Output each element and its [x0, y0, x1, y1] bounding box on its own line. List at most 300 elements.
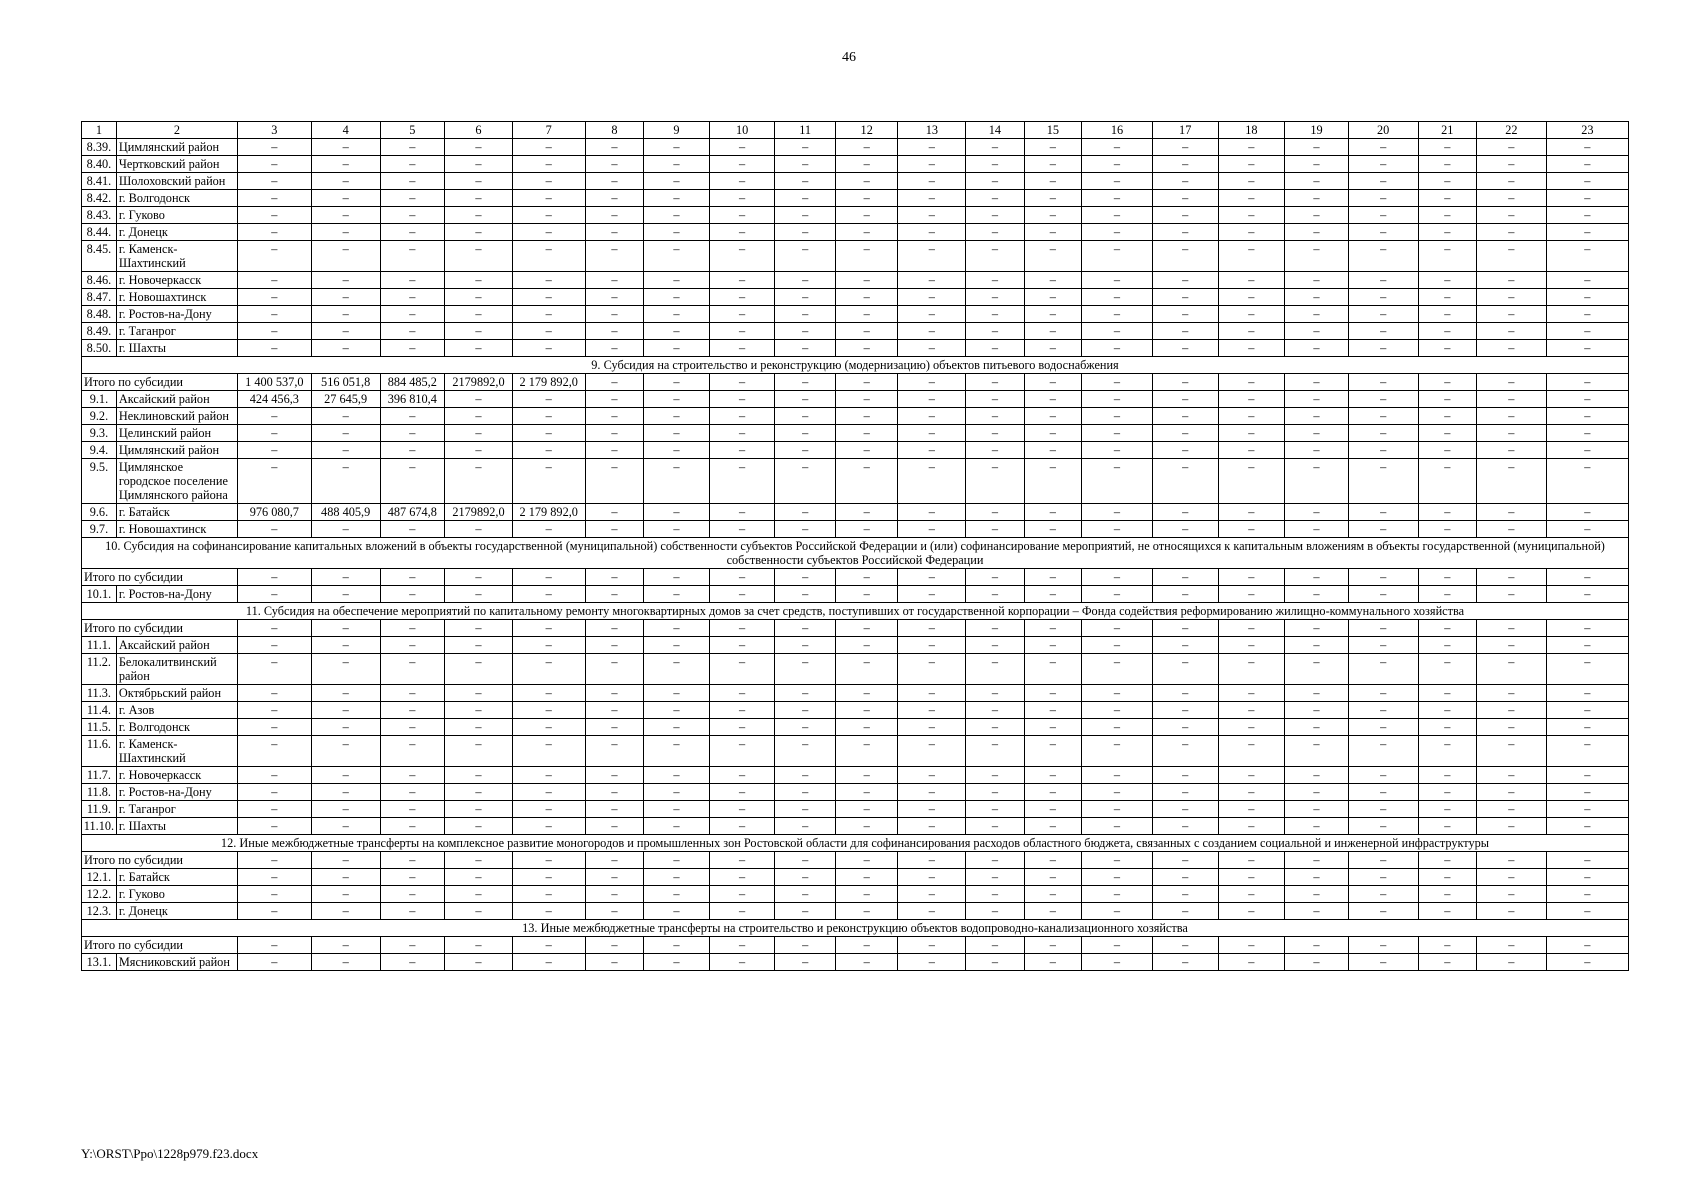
- table-body: [82, 122, 1629, 971]
- municipality-name: г. Шахты: [116, 818, 237, 835]
- empty-dash: –: [585, 801, 643, 818]
- section-title: 10. Субсидия на софинансирование капитальных вложений в объекты государственной (муниципальной) собственности субъектов Российской Федерации и (или) софинансирование мероприятий, не относящихся к капитальным вложениям в объекты государственной (муниципальной) собственности субъектов Российской Федерации: [82, 538, 1629, 569]
- empty-dash: –: [1546, 852, 1628, 869]
- column-number-18: 18: [1218, 122, 1285, 139]
- empty-dash: –: [775, 784, 836, 801]
- empty-dash: –: [1477, 818, 1547, 835]
- empty-dash: –: [585, 637, 643, 654]
- empty-dash: –: [966, 504, 1024, 521]
- empty-dash: –: [1546, 954, 1628, 971]
- empty-dash: –: [898, 408, 966, 425]
- row-index: 11.1.: [82, 637, 117, 654]
- empty-dash: –: [1418, 521, 1476, 538]
- empty-dash: –: [1024, 886, 1081, 903]
- empty-dash: –: [966, 521, 1024, 538]
- empty-dash: –: [1477, 442, 1547, 459]
- empty-dash: –: [835, 521, 898, 538]
- empty-dash: –: [709, 442, 775, 459]
- empty-dash: –: [1477, 139, 1547, 156]
- empty-dash: –: [512, 736, 585, 767]
- empty-dash: –: [898, 374, 966, 391]
- section-title: 13. Иные межбюджетные трансферты на строительство и реконструкцию объектов водопроводно-канализационного хозяйства: [82, 920, 1629, 937]
- empty-dash: –: [1218, 391, 1285, 408]
- empty-dash: –: [1477, 323, 1547, 340]
- empty-dash: –: [966, 408, 1024, 425]
- empty-dash: –: [512, 340, 585, 357]
- empty-dash: –: [1546, 521, 1628, 538]
- municipality-name: г. Волгодонск: [116, 190, 237, 207]
- empty-dash: –: [1285, 374, 1349, 391]
- empty-dash: –: [585, 818, 643, 835]
- empty-dash: –: [237, 272, 311, 289]
- table-row: [82, 504, 1629, 521]
- empty-dash: –: [237, 459, 311, 504]
- empty-dash: –: [966, 241, 1024, 272]
- row-index: 8.50.: [82, 340, 117, 357]
- empty-dash: –: [644, 241, 710, 272]
- column-number-4: 4: [311, 122, 380, 139]
- empty-dash: –: [1152, 289, 1218, 306]
- municipality-name: г. Каменск-Шахтинский: [116, 736, 237, 767]
- empty-dash: –: [1024, 719, 1081, 736]
- municipality-name: г. Таганрог: [116, 801, 237, 818]
- empty-dash: –: [1218, 173, 1285, 190]
- section-title: 9. Субсидия на строительство и реконструкцию (модернизацию) объектов питьевого водоснабжения: [82, 357, 1629, 374]
- empty-dash: –: [1477, 306, 1547, 323]
- empty-dash: –: [644, 569, 710, 586]
- empty-dash: –: [1152, 459, 1218, 504]
- empty-dash: –: [585, 937, 643, 954]
- empty-dash: –: [644, 207, 710, 224]
- section-heading-row: [82, 538, 1629, 569]
- empty-dash: –: [644, 504, 710, 521]
- empty-dash: –: [512, 425, 585, 442]
- empty-dash: –: [1418, 736, 1476, 767]
- row-index: 8.41.: [82, 173, 117, 190]
- empty-dash: –: [775, 903, 836, 920]
- empty-dash: –: [445, 869, 513, 886]
- empty-dash: –: [1418, 323, 1476, 340]
- empty-dash: –: [775, 272, 836, 289]
- municipality-name: Цимлянское городское поселение Цимлянского района: [116, 459, 237, 504]
- empty-dash: –: [1218, 459, 1285, 504]
- empty-dash: –: [709, 408, 775, 425]
- empty-dash: –: [512, 637, 585, 654]
- empty-dash: –: [835, 224, 898, 241]
- empty-dash: –: [709, 954, 775, 971]
- empty-dash: –: [835, 272, 898, 289]
- row-index: 11.3.: [82, 685, 117, 702]
- empty-dash: –: [709, 903, 775, 920]
- empty-dash: –: [311, 340, 380, 357]
- empty-dash: –: [585, 736, 643, 767]
- empty-dash: –: [237, 620, 311, 637]
- empty-dash: –: [1082, 459, 1153, 504]
- empty-dash: –: [1024, 685, 1081, 702]
- empty-dash: –: [644, 224, 710, 241]
- empty-dash: –: [1348, 818, 1418, 835]
- column-number-21: 21: [1418, 122, 1476, 139]
- empty-dash: –: [775, 241, 836, 272]
- empty-dash: –: [966, 569, 1024, 586]
- empty-dash: –: [1082, 954, 1153, 971]
- empty-dash: –: [311, 736, 380, 767]
- empty-dash: –: [512, 954, 585, 971]
- empty-dash: –: [775, 637, 836, 654]
- empty-dash: –: [380, 139, 445, 156]
- empty-dash: –: [644, 903, 710, 920]
- empty-dash: –: [311, 224, 380, 241]
- empty-dash: –: [1477, 459, 1547, 504]
- empty-dash: –: [709, 521, 775, 538]
- empty-dash: –: [1418, 173, 1476, 190]
- empty-dash: –: [1477, 654, 1547, 685]
- empty-dash: –: [1285, 736, 1349, 767]
- empty-dash: –: [1024, 340, 1081, 357]
- empty-dash: –: [445, 408, 513, 425]
- empty-dash: –: [1418, 637, 1476, 654]
- empty-dash: –: [1152, 374, 1218, 391]
- empty-dash: –: [775, 954, 836, 971]
- empty-dash: –: [237, 569, 311, 586]
- empty-dash: –: [512, 207, 585, 224]
- empty-dash: –: [585, 504, 643, 521]
- empty-dash: –: [966, 886, 1024, 903]
- empty-dash: –: [585, 374, 643, 391]
- empty-dash: –: [1418, 586, 1476, 603]
- empty-dash: –: [775, 459, 836, 504]
- empty-dash: –: [1082, 391, 1153, 408]
- empty-dash: –: [1082, 719, 1153, 736]
- empty-dash: –: [1348, 139, 1418, 156]
- municipality-name: Аксайский район: [116, 391, 237, 408]
- empty-dash: –: [1477, 736, 1547, 767]
- municipality-name: г. Новошахтинск: [116, 289, 237, 306]
- empty-dash: –: [1218, 408, 1285, 425]
- empty-dash: –: [512, 702, 585, 719]
- municipality-name: г. Таганрог: [116, 323, 237, 340]
- empty-dash: –: [898, 340, 966, 357]
- empty-dash: –: [709, 241, 775, 272]
- empty-dash: –: [585, 207, 643, 224]
- empty-dash: –: [311, 139, 380, 156]
- empty-dash: –: [1418, 289, 1476, 306]
- empty-dash: –: [1218, 323, 1285, 340]
- empty-dash: –: [380, 340, 445, 357]
- empty-dash: –: [1218, 207, 1285, 224]
- empty-dash: –: [709, 767, 775, 784]
- empty-dash: –: [1546, 241, 1628, 272]
- column-number-11: 11: [775, 122, 836, 139]
- total-label: Итого по субсидии: [82, 620, 238, 637]
- empty-dash: –: [1152, 323, 1218, 340]
- empty-dash: –: [1418, 139, 1476, 156]
- empty-dash: –: [237, 767, 311, 784]
- empty-dash: –: [898, 391, 966, 408]
- empty-dash: –: [1082, 869, 1153, 886]
- empty-dash: –: [898, 869, 966, 886]
- empty-dash: –: [1024, 425, 1081, 442]
- empty-dash: –: [644, 408, 710, 425]
- empty-dash: –: [1418, 869, 1476, 886]
- empty-dash: –: [512, 323, 585, 340]
- empty-dash: –: [1218, 224, 1285, 241]
- empty-dash: –: [1348, 156, 1418, 173]
- empty-dash: –: [1546, 637, 1628, 654]
- empty-dash: –: [835, 139, 898, 156]
- empty-dash: –: [1418, 937, 1476, 954]
- empty-dash: –: [237, 224, 311, 241]
- empty-dash: –: [445, 340, 513, 357]
- empty-dash: –: [1218, 937, 1285, 954]
- table-row: [82, 173, 1629, 190]
- table-row: [82, 818, 1629, 835]
- empty-dash: –: [1477, 702, 1547, 719]
- row-index: 8.42.: [82, 190, 117, 207]
- empty-dash: –: [1152, 852, 1218, 869]
- empty-dash: –: [898, 767, 966, 784]
- empty-dash: –: [835, 156, 898, 173]
- empty-dash: –: [709, 852, 775, 869]
- empty-dash: –: [512, 569, 585, 586]
- empty-dash: –: [898, 818, 966, 835]
- empty-dash: –: [1418, 340, 1476, 357]
- empty-dash: –: [1218, 374, 1285, 391]
- empty-dash: –: [1024, 586, 1081, 603]
- empty-dash: –: [644, 784, 710, 801]
- empty-dash: –: [1024, 818, 1081, 835]
- empty-dash: –: [1285, 306, 1349, 323]
- empty-dash: –: [1082, 442, 1153, 459]
- column-number-8: 8: [585, 122, 643, 139]
- empty-dash: –: [1152, 504, 1218, 521]
- empty-dash: –: [1285, 586, 1349, 603]
- empty-dash: –: [835, 207, 898, 224]
- empty-dash: –: [709, 586, 775, 603]
- row-index: 13.1.: [82, 954, 117, 971]
- empty-dash: –: [835, 173, 898, 190]
- empty-dash: –: [775, 736, 836, 767]
- empty-dash: –: [237, 139, 311, 156]
- empty-dash: –: [585, 190, 643, 207]
- empty-dash: –: [1418, 685, 1476, 702]
- empty-dash: –: [835, 408, 898, 425]
- column-number-1: 1: [82, 122, 117, 139]
- empty-dash: –: [1024, 504, 1081, 521]
- municipality-name: г. Волгодонск: [116, 719, 237, 736]
- empty-dash: –: [311, 586, 380, 603]
- empty-dash: –: [445, 767, 513, 784]
- empty-dash: –: [445, 702, 513, 719]
- empty-dash: –: [1285, 818, 1349, 835]
- empty-dash: –: [1024, 801, 1081, 818]
- empty-dash: –: [1218, 954, 1285, 971]
- empty-dash: –: [775, 702, 836, 719]
- empty-dash: –: [775, 569, 836, 586]
- table-row: [82, 323, 1629, 340]
- empty-dash: –: [775, 156, 836, 173]
- empty-dash: –: [966, 620, 1024, 637]
- empty-dash: –: [237, 801, 311, 818]
- total-value: 2179892,0: [445, 374, 513, 391]
- empty-dash: –: [898, 504, 966, 521]
- empty-dash: –: [644, 736, 710, 767]
- empty-dash: –: [835, 323, 898, 340]
- empty-dash: –: [237, 937, 311, 954]
- empty-dash: –: [445, 637, 513, 654]
- empty-dash: –: [1348, 207, 1418, 224]
- empty-dash: –: [966, 654, 1024, 685]
- empty-dash: –: [1477, 767, 1547, 784]
- empty-dash: –: [644, 323, 710, 340]
- empty-dash: –: [585, 306, 643, 323]
- empty-dash: –: [1152, 937, 1218, 954]
- empty-dash: –: [835, 685, 898, 702]
- empty-dash: –: [311, 954, 380, 971]
- empty-dash: –: [445, 784, 513, 801]
- empty-dash: –: [1285, 442, 1349, 459]
- empty-dash: –: [380, 784, 445, 801]
- empty-dash: –: [644, 459, 710, 504]
- empty-dash: –: [1082, 340, 1153, 357]
- empty-dash: –: [1418, 818, 1476, 835]
- empty-dash: –: [1348, 903, 1418, 920]
- empty-dash: –: [1082, 207, 1153, 224]
- empty-dash: –: [512, 289, 585, 306]
- empty-dash: –: [1152, 685, 1218, 702]
- empty-dash: –: [775, 620, 836, 637]
- empty-dash: –: [1024, 736, 1081, 767]
- empty-dash: –: [1418, 569, 1476, 586]
- empty-dash: –: [380, 442, 445, 459]
- empty-dash: –: [311, 272, 380, 289]
- empty-dash: –: [311, 937, 380, 954]
- empty-dash: –: [1418, 190, 1476, 207]
- empty-dash: –: [775, 801, 836, 818]
- empty-dash: –: [644, 442, 710, 459]
- empty-dash: –: [1152, 521, 1218, 538]
- empty-dash: –: [1477, 954, 1547, 971]
- empty-dash: –: [1218, 654, 1285, 685]
- empty-dash: –: [380, 272, 445, 289]
- empty-dash: –: [1477, 784, 1547, 801]
- cell-value: 2179892,0: [445, 504, 513, 521]
- empty-dash: –: [966, 306, 1024, 323]
- table-row: [82, 425, 1629, 442]
- empty-dash: –: [644, 306, 710, 323]
- empty-dash: –: [1546, 374, 1628, 391]
- total-value: 1 400 537,0: [237, 374, 311, 391]
- empty-dash: –: [898, 736, 966, 767]
- section-title: 12. Иные межбюджетные трансферты на комплексное развитие моногородов и промышленных зон Ростовской области для софинансирования расходов областного бюджета, связанных с созданием социальной и инженерной инфраструктуры: [82, 835, 1629, 852]
- cell-value: 488 405,9: [311, 504, 380, 521]
- empty-dash: –: [1285, 391, 1349, 408]
- empty-dash: –: [1348, 784, 1418, 801]
- empty-dash: –: [1024, 459, 1081, 504]
- empty-dash: –: [1024, 306, 1081, 323]
- empty-dash: –: [709, 224, 775, 241]
- empty-dash: –: [966, 340, 1024, 357]
- empty-dash: –: [898, 173, 966, 190]
- empty-dash: –: [1477, 408, 1547, 425]
- empty-dash: –: [1546, 886, 1628, 903]
- empty-dash: –: [1218, 425, 1285, 442]
- total-value: 516 051,8: [311, 374, 380, 391]
- empty-dash: –: [644, 702, 710, 719]
- empty-dash: –: [1477, 340, 1547, 357]
- empty-dash: –: [1218, 801, 1285, 818]
- cell-value: 487 674,8: [380, 504, 445, 521]
- empty-dash: –: [311, 654, 380, 685]
- empty-dash: –: [1477, 886, 1547, 903]
- table-row: [82, 784, 1629, 801]
- empty-dash: –: [898, 654, 966, 685]
- municipality-name: Цимлянский район: [116, 139, 237, 156]
- empty-dash: –: [1285, 241, 1349, 272]
- empty-dash: –: [237, 241, 311, 272]
- empty-dash: –: [512, 391, 585, 408]
- empty-dash: –: [1477, 903, 1547, 920]
- empty-dash: –: [1348, 224, 1418, 241]
- empty-dash: –: [1285, 954, 1349, 971]
- empty-dash: –: [237, 521, 311, 538]
- table-row: [82, 340, 1629, 357]
- empty-dash: –: [1477, 374, 1547, 391]
- empty-dash: –: [1152, 190, 1218, 207]
- row-index: 11.10.: [82, 818, 117, 835]
- empty-dash: –: [1285, 654, 1349, 685]
- empty-dash: –: [1348, 654, 1418, 685]
- empty-dash: –: [1152, 784, 1218, 801]
- empty-dash: –: [709, 784, 775, 801]
- empty-dash: –: [585, 442, 643, 459]
- table-row: [82, 719, 1629, 736]
- empty-dash: –: [1418, 374, 1476, 391]
- empty-dash: –: [1546, 323, 1628, 340]
- empty-dash: –: [380, 852, 445, 869]
- empty-dash: –: [512, 272, 585, 289]
- empty-dash: –: [311, 569, 380, 586]
- section-heading-row: [82, 357, 1629, 374]
- municipality-name: г. Гуково: [116, 886, 237, 903]
- empty-dash: –: [1082, 620, 1153, 637]
- empty-dash: –: [898, 954, 966, 971]
- row-index: 8.46.: [82, 272, 117, 289]
- empty-dash: –: [1477, 391, 1547, 408]
- empty-dash: –: [380, 569, 445, 586]
- empty-dash: –: [1218, 504, 1285, 521]
- empty-dash: –: [380, 173, 445, 190]
- empty-dash: –: [1418, 702, 1476, 719]
- empty-dash: –: [1218, 241, 1285, 272]
- cell-value: 396 810,4: [380, 391, 445, 408]
- empty-dash: –: [1024, 702, 1081, 719]
- empty-dash: –: [775, 207, 836, 224]
- empty-dash: –: [1082, 224, 1153, 241]
- empty-dash: –: [1218, 637, 1285, 654]
- empty-dash: –: [1152, 702, 1218, 719]
- empty-dash: –: [644, 637, 710, 654]
- empty-dash: –: [1477, 937, 1547, 954]
- municipality-name: г. Ростов-на-Дону: [116, 586, 237, 603]
- municipality-name: г. Каменск-Шахтинский: [116, 241, 237, 272]
- empty-dash: –: [835, 818, 898, 835]
- empty-dash: –: [1082, 272, 1153, 289]
- empty-dash: –: [835, 852, 898, 869]
- empty-dash: –: [585, 173, 643, 190]
- empty-dash: –: [644, 139, 710, 156]
- empty-dash: –: [1546, 425, 1628, 442]
